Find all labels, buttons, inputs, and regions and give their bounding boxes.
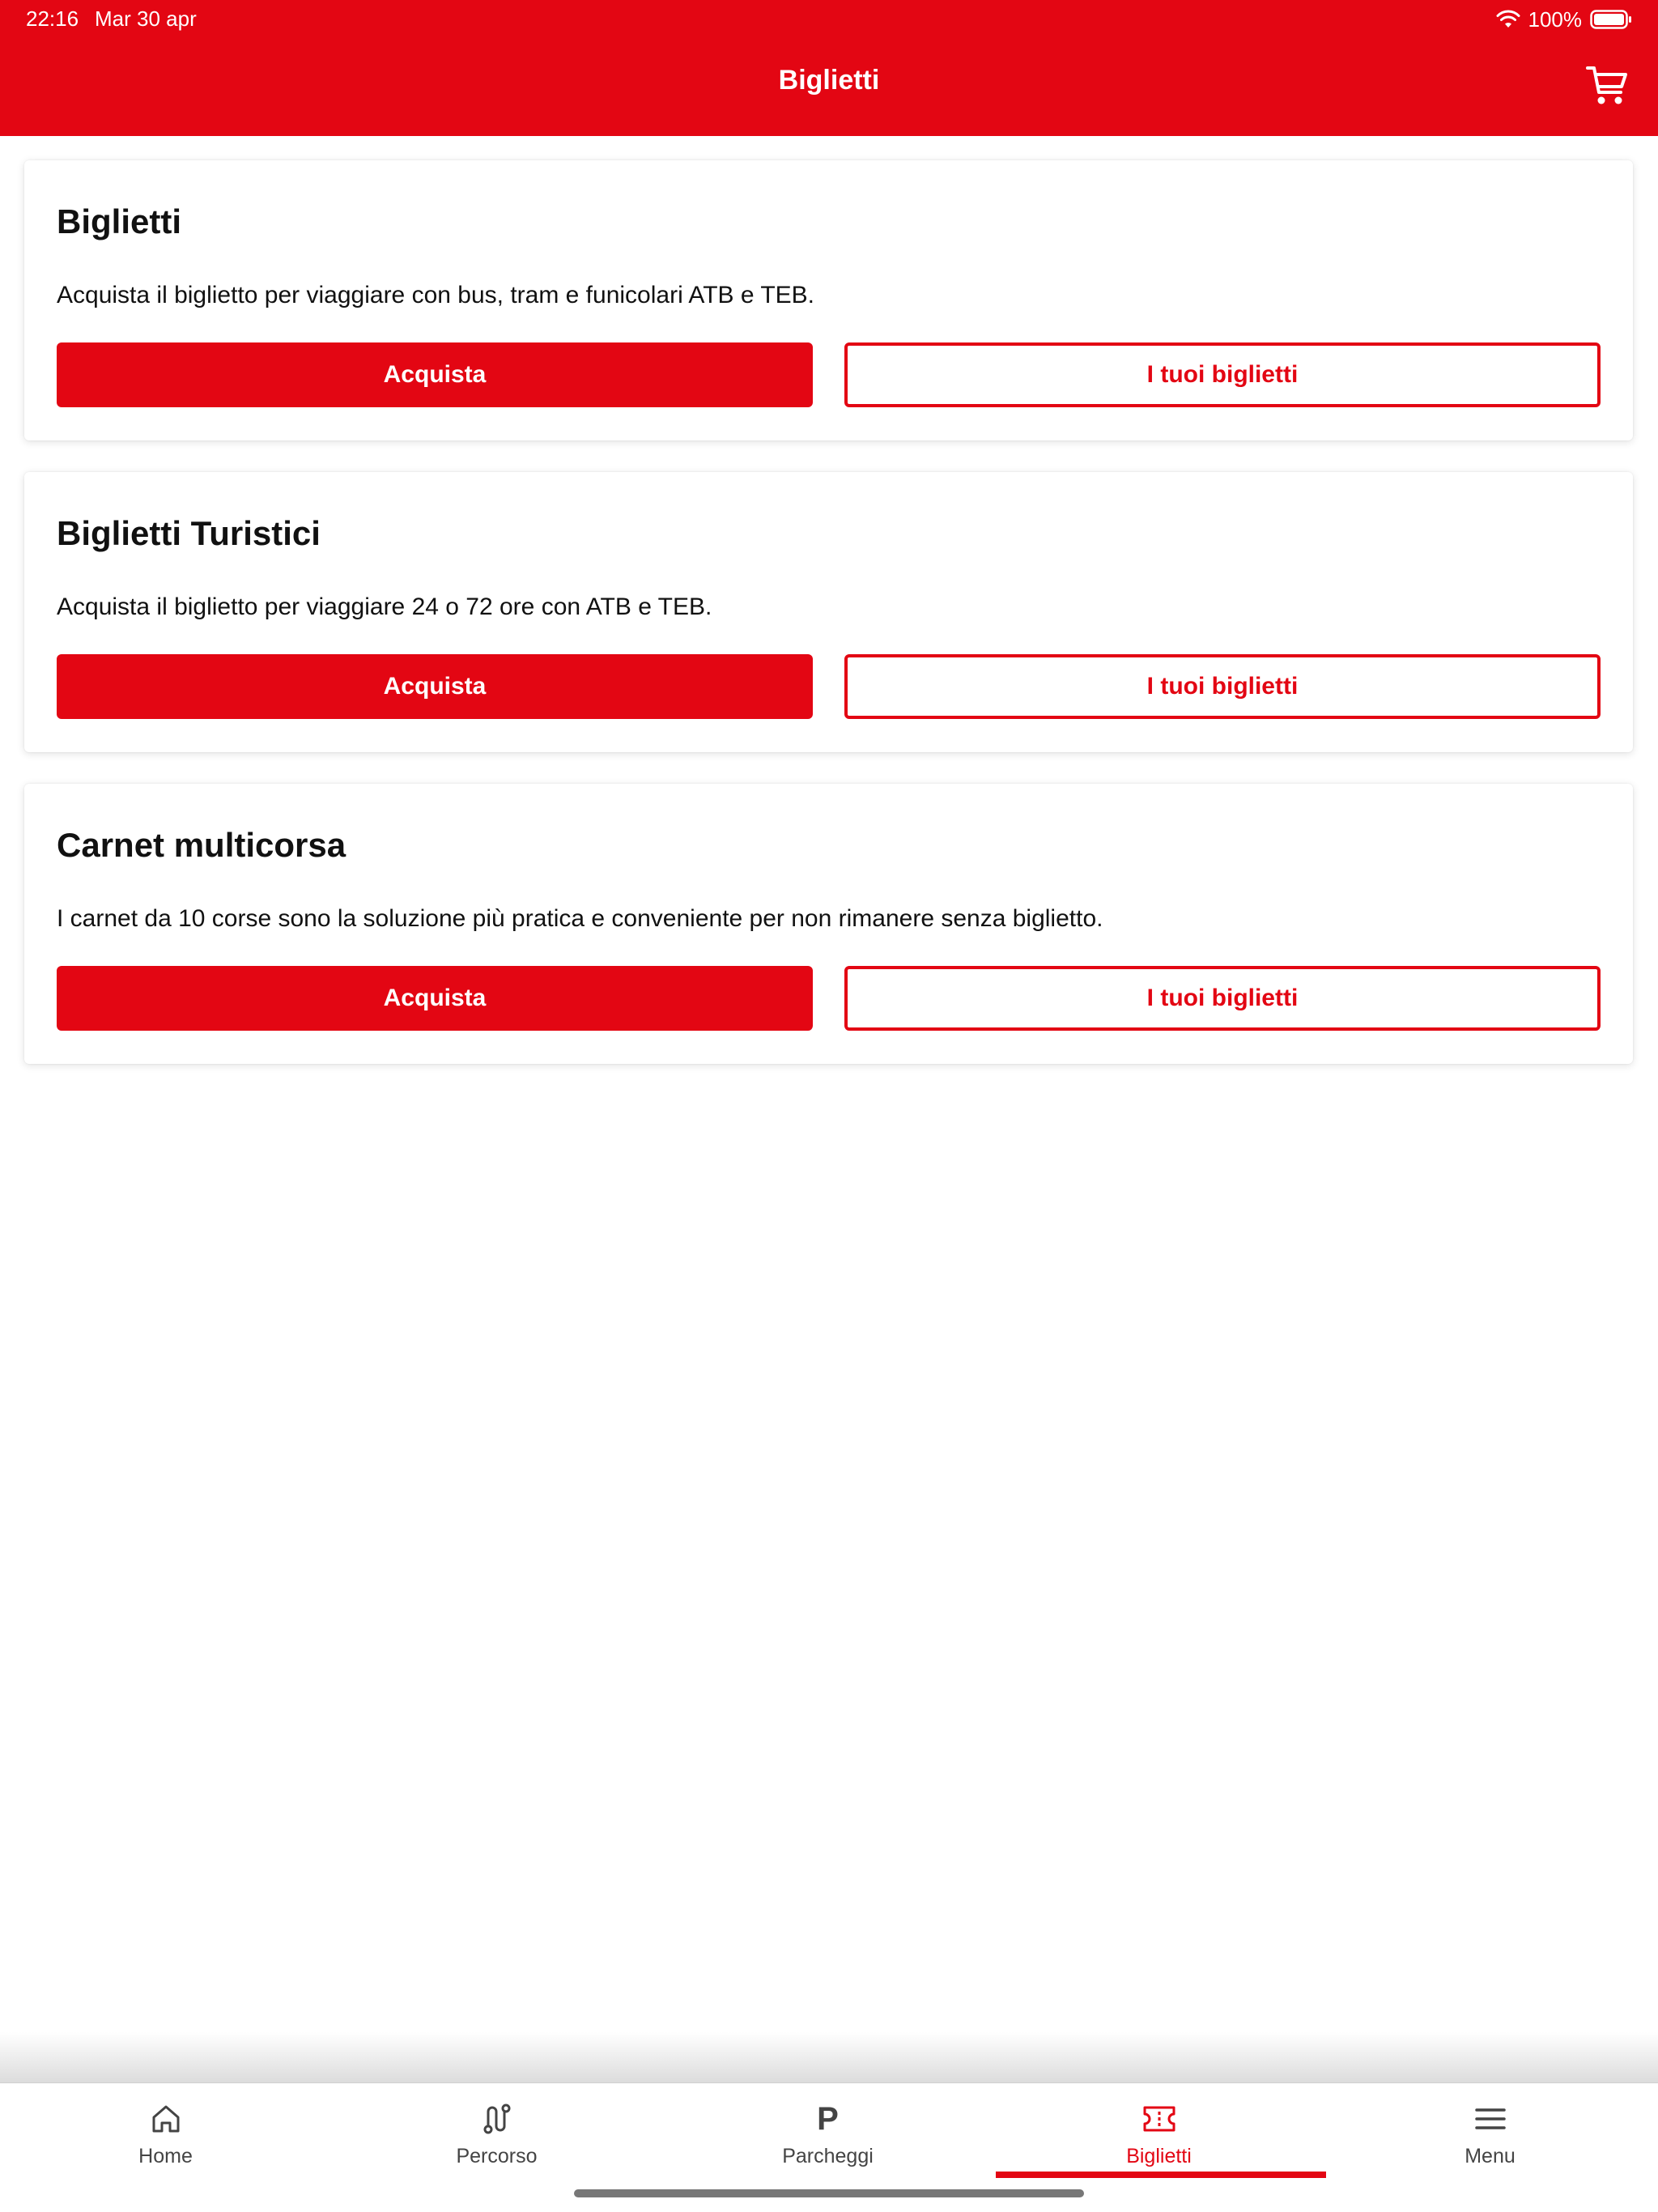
parking-glyph: P — [817, 2101, 839, 2137]
status-date: Mar 30 apr — [95, 6, 197, 31]
scroll-fade — [0, 2032, 1658, 2082]
home-indicator — [574, 2189, 1084, 2197]
card-title: Biglietti Turistici — [57, 514, 321, 552]
card-description: Acquista il biglietto per viaggiare con bus, tram e funicolari ATB e TEB. — [57, 282, 815, 308]
tab-label: Menu — [1465, 2145, 1516, 2167]
ticket-icon — [1141, 2099, 1177, 2138]
home-icon — [149, 2099, 183, 2138]
acquista-button[interactable]: Acquista — [57, 654, 813, 719]
card-biglietti-turistici — [24, 472, 1633, 752]
parking-icon — [817, 2099, 839, 2138]
acquista-button[interactable]: Acquista — [57, 966, 813, 1031]
card-carnet-multicorsa — [24, 784, 1633, 1064]
tab-label: Parcheggi — [782, 2145, 874, 2167]
battery-icon — [1590, 9, 1632, 30]
route-icon — [480, 2099, 514, 2138]
tab-label: Biglietti — [1126, 2145, 1192, 2167]
card-description: Acquista il biglietto per viaggiare 24 o 72 ore con ATB e TEB. — [57, 593, 712, 620]
card-title: Biglietti — [57, 202, 181, 240]
wifi-icon — [1496, 10, 1520, 29]
i-tuoi-biglietti-button[interactable]: I tuoi biglietti — [844, 654, 1601, 719]
tab-parcheggi[interactable] — [662, 2083, 993, 2180]
acquista-button[interactable]: Acquista — [57, 342, 813, 407]
tab-label: Home — [138, 2145, 193, 2167]
tab-percorso[interactable] — [331, 2083, 662, 2180]
tab-home[interactable] — [0, 2083, 331, 2180]
tab-biglietti[interactable] — [993, 2083, 1324, 2180]
tab-menu[interactable] — [1324, 2083, 1656, 2180]
tab-label: Percorso — [456, 2145, 538, 2167]
status-time: 22:16 — [26, 6, 79, 31]
app-header — [0, 0, 1658, 136]
battery-percent: 100% — [1528, 6, 1582, 32]
card-biglietti — [24, 160, 1633, 440]
cart-button[interactable] — [1580, 60, 1634, 113]
status-right — [1496, 6, 1633, 32]
cart-icon — [1585, 63, 1629, 111]
i-tuoi-biglietti-button[interactable]: I tuoi biglietti — [844, 342, 1601, 407]
menu-icon — [1473, 2099, 1507, 2138]
page-title: Biglietti — [778, 65, 880, 96]
i-tuoi-biglietti-button[interactable]: I tuoi biglietti — [844, 966, 1601, 1031]
card-description: I carnet da 10 corse sono la soluzione più pratica e conveniente per non rimanere senza biglietto. — [57, 905, 1103, 932]
card-title: Carnet multicorsa — [57, 826, 346, 864]
active-tab-indicator — [996, 2172, 1326, 2178]
